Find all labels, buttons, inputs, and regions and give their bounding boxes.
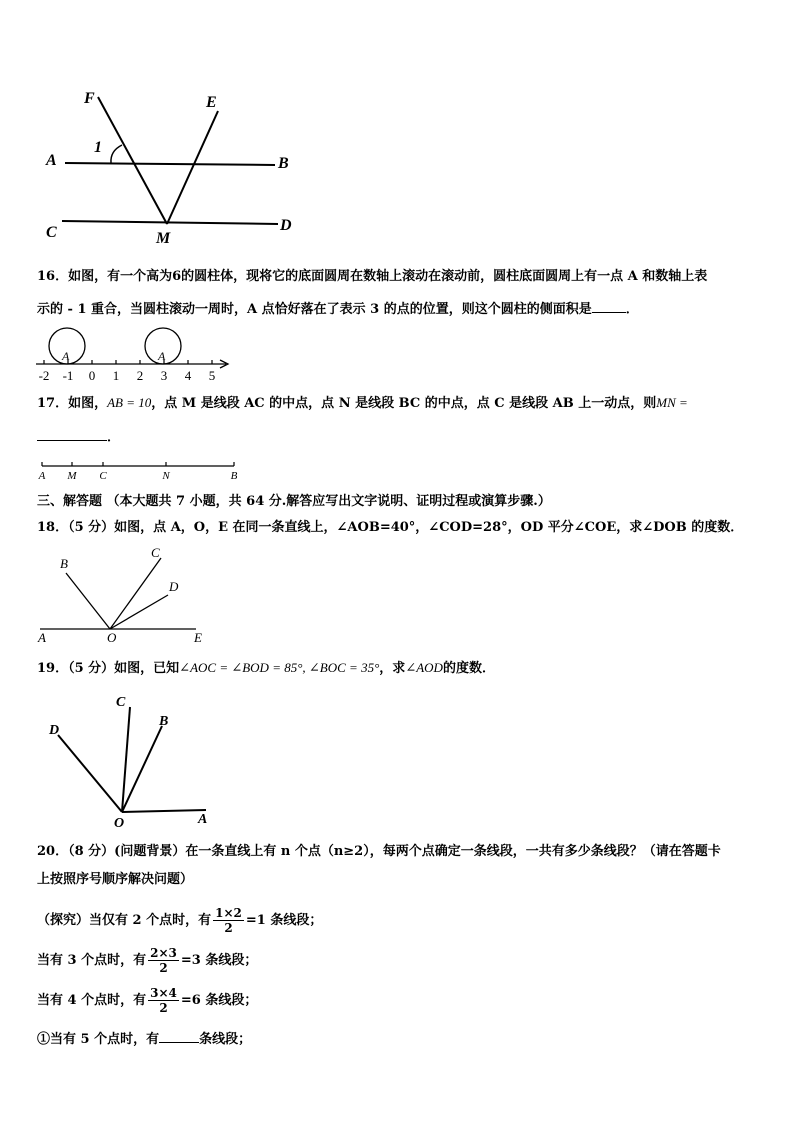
section-3-heading: 三、解答题 （本大题共 7 小题，共 64 分.解答应写出文字说明、证明过程或演算步骤.） <box>37 494 551 509</box>
axis-tick-label: 3 <box>160 368 168 383</box>
row-result: =1 条线段； <box>245 913 323 928</box>
ray-od <box>58 735 122 812</box>
ray-oc <box>110 558 161 629</box>
q19-middle: ，求 <box>379 661 406 676</box>
q19-formula-given: ∠AOC = ∠BOD = 85°, ∠BOC = 35° <box>179 660 380 675</box>
fraction-numerator: 1×2 <box>215 906 242 920</box>
q19-formula-target: ∠AOD <box>405 660 443 675</box>
segment-point-label: C <box>99 470 107 482</box>
label-b: B <box>159 714 169 729</box>
label-o: O <box>107 630 117 645</box>
q17-text: ，点 M 是线段 AC 的中点，点 N 是线段 BC 的中点，点 C 是线段 AB 上一动点，则 <box>151 396 657 411</box>
figure-angles-q19 <box>44 690 224 830</box>
q16-line2 <box>37 300 639 319</box>
row-text: 当有 3 个点时，有 <box>37 953 147 968</box>
axis-tick-label: -1 <box>62 368 74 383</box>
fraction <box>148 946 179 975</box>
q20-row-2-points <box>37 903 322 939</box>
ray-oa <box>122 810 206 812</box>
line-em <box>167 111 218 224</box>
q16-line1: 16．如图，有一个高为6的圆柱体，现将它的底面圆周在数轴上滚动在滚动前，圆柱底面圆周上有一点 A 和数轴上表 <box>37 269 708 284</box>
axis-tick-label: 0 <box>88 368 96 383</box>
label-b: B <box>278 155 289 172</box>
ray-ob <box>66 573 110 629</box>
q17-formula-mn: MN = <box>656 395 688 410</box>
row-result: 条线段； <box>199 1032 252 1047</box>
label-e: E <box>206 94 217 111</box>
fraction-denominator: 2 <box>159 961 168 975</box>
circle-end-point: A <box>158 349 166 363</box>
label-a: A <box>38 630 46 645</box>
q17-formula-ab: AB = 10 <box>107 395 152 410</box>
segment-point-label: M <box>67 470 77 482</box>
segment-point-label: B <box>230 470 238 482</box>
label-o: O <box>114 816 125 831</box>
q20-row-3-points <box>37 943 257 979</box>
q17-prefix: 17．如图， <box>37 396 108 411</box>
q17-line2 <box>37 428 120 447</box>
figure-number-line-circles <box>36 325 236 385</box>
q19-end: 的度数． <box>442 661 495 676</box>
ray-od <box>110 595 168 629</box>
figure-parallel-lines <box>40 85 310 250</box>
row-text: 当有 4 个点时，有 <box>37 993 147 1008</box>
q16-end: ． <box>625 302 639 317</box>
axis-tick-label: 1 <box>112 368 120 383</box>
fraction-numerator: 3×4 <box>150 986 177 1000</box>
label-a: A <box>46 152 57 169</box>
label-e: E <box>194 630 202 645</box>
label-c: C <box>116 695 126 710</box>
q20-row-4-points <box>37 983 257 1019</box>
fraction <box>213 906 244 935</box>
q17-answer-blank <box>37 428 107 441</box>
figure-segment-ab <box>36 455 246 485</box>
q20-line1: 20．（8 分）(问题背景）在一条直线上有 n 个点（n≥2），每两个点确定一条线段，一共有多少条线段？（请在答题卡 <box>37 844 721 859</box>
axis-tick-label: 2 <box>136 368 144 383</box>
label-f: F <box>84 90 95 107</box>
q17-end: ． <box>107 430 121 445</box>
q20-line2: 上按照序号顺序解决问题） <box>37 872 194 887</box>
label-c: C <box>151 545 160 560</box>
axis-tick-label: 4 <box>184 368 192 383</box>
fraction <box>148 986 179 1015</box>
segment-point-label: A <box>38 470 46 482</box>
axis-tick-label: -2 <box>38 368 50 383</box>
row-result: =3 条线段； <box>180 953 258 968</box>
circle-start-point: A <box>62 349 70 363</box>
q19-text <box>37 659 495 678</box>
fraction-denominator: 2 <box>159 1001 168 1015</box>
q18-text: 18．（5 分）如图，点 A，O，E 在同一条直线上，∠AOB=40°，∠COD=28°，OD 平分∠COE，求∠DOB 的度数． <box>37 520 744 535</box>
label-d: D <box>280 217 292 234</box>
line-cd <box>62 221 278 224</box>
row-text: ①当有 5 个点时，有 <box>37 1032 160 1047</box>
figure-angles-q18 <box>36 543 216 648</box>
q16-text: 示的 - 1 重合，当圆柱滚动一周时，A 点恰好落在了表示 3 的点的位置，则这个圆柱的侧面积是 <box>37 302 592 317</box>
q20-row-5-points <box>37 1030 251 1049</box>
label-c: C <box>46 224 57 241</box>
line-ab <box>65 163 275 165</box>
label-1: 1 <box>94 139 102 156</box>
segment-point-label: N <box>162 470 170 482</box>
angle-1-arc <box>111 145 122 163</box>
label-d: D <box>49 723 60 738</box>
q17-line1 <box>37 394 688 413</box>
label-d: D <box>169 579 179 594</box>
fraction-denominator: 2 <box>224 921 233 935</box>
q20-answer-blank <box>159 1030 199 1043</box>
q16-answer-blank <box>592 300 626 313</box>
line-fm <box>98 97 167 224</box>
label-a: A <box>198 812 208 827</box>
label-m: M <box>156 230 171 247</box>
label-b: B <box>60 556 68 571</box>
row-text: （探究）当仅有 2 个点时，有 <box>37 913 212 928</box>
q19-prefix: 19．（5 分）如图，已知 <box>37 661 180 676</box>
fraction-numerator: 2×3 <box>150 946 177 960</box>
row-result: =6 条线段； <box>180 993 258 1008</box>
axis-tick-label: 5 <box>208 368 216 383</box>
